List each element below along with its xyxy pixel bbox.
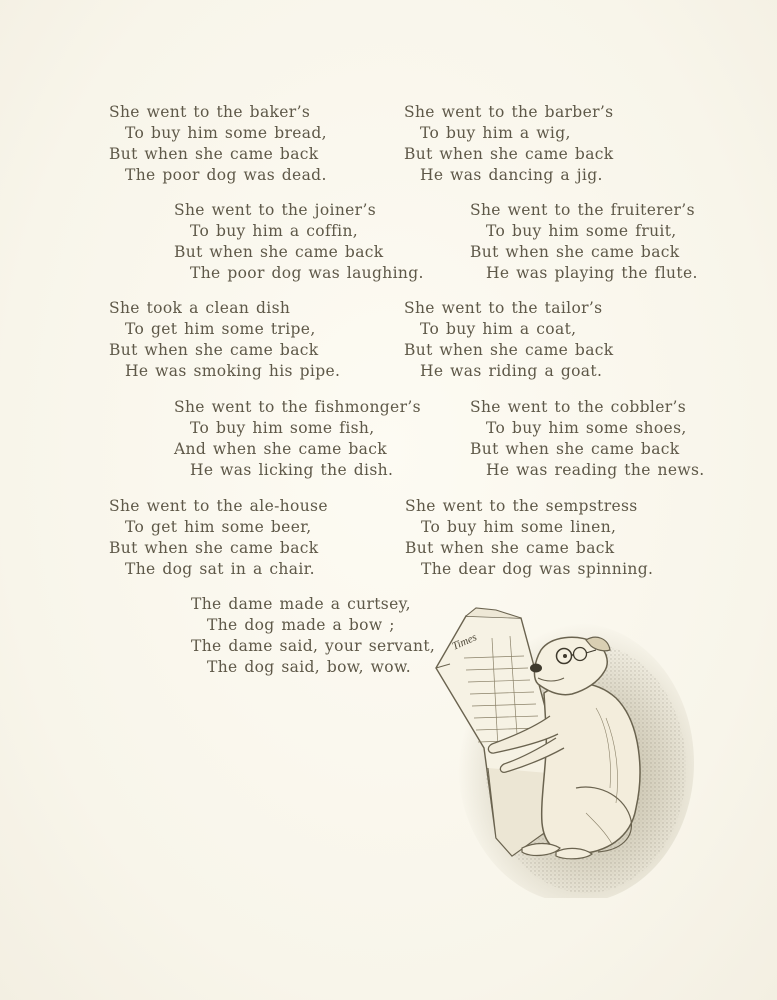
verse-line: She went to the baker’s bbox=[109, 103, 311, 121]
verse-line: He was reading the news. bbox=[486, 461, 705, 479]
verse-line: She went to the tailor’s bbox=[404, 299, 603, 317]
verse-line: He was riding a goat. bbox=[420, 362, 603, 380]
verse-line: The dog made a bow ; bbox=[207, 616, 395, 634]
verse-line: She took a clean dish bbox=[109, 299, 291, 317]
stanza-cobbler bbox=[470, 397, 705, 481]
verse-line: To buy him some fish, bbox=[190, 419, 375, 437]
verse-line: To buy him a coffin, bbox=[190, 222, 359, 240]
verse-line: To buy him some fruit, bbox=[486, 222, 677, 240]
verse-line: She went to the barber’s bbox=[404, 103, 614, 121]
verse-line: The dog sat in a chair. bbox=[125, 560, 315, 578]
newspaper-masthead: Times bbox=[450, 631, 479, 653]
stanza-baker bbox=[109, 102, 327, 186]
stanza-barber bbox=[404, 102, 614, 186]
verse-line: The dame said, your servant, bbox=[191, 637, 436, 655]
verse-line: The poor dog was dead. bbox=[125, 166, 327, 184]
stanza-sempstress bbox=[405, 496, 653, 580]
stanza-fishmonger bbox=[174, 397, 421, 481]
verse-line: She went to the sempstress bbox=[405, 497, 638, 515]
stanza-tailor bbox=[404, 298, 614, 382]
verse-line: He was dancing a jig. bbox=[420, 166, 603, 184]
stanza-fruiterer bbox=[470, 200, 698, 284]
verse-line: He was playing the flute. bbox=[486, 264, 698, 282]
verse-line: To get him some tripe, bbox=[125, 320, 316, 338]
verse-line: But when she came back bbox=[109, 539, 319, 557]
verse-line: But when she came back bbox=[470, 243, 680, 261]
stanza-dish bbox=[109, 298, 340, 382]
verse-line: She went to the joiner’s bbox=[174, 201, 377, 219]
verse-line: The dear dog was spinning. bbox=[421, 560, 654, 578]
verse-line: But when she came back bbox=[109, 145, 319, 163]
verse-line: To buy him some shoes, bbox=[486, 419, 687, 437]
verse-line: To buy him a coat, bbox=[420, 320, 577, 338]
verse-line: But when she came back bbox=[404, 145, 614, 163]
verse-line: She went to the fishmonger’s bbox=[174, 398, 421, 416]
verse-line: To buy him some bread, bbox=[125, 124, 327, 142]
stanza-joiner bbox=[174, 200, 424, 284]
verse-line: She went to the ale-house bbox=[109, 497, 328, 515]
verse-line: She went to the cobbler’s bbox=[470, 398, 687, 416]
verse-line: The poor dog was laughing. bbox=[190, 264, 424, 282]
stanza-alehouse bbox=[109, 496, 328, 580]
verse-line: He was smoking his pipe. bbox=[125, 362, 341, 380]
stanza-finale bbox=[191, 594, 435, 678]
verse-line: The dame made a curtsey, bbox=[191, 595, 411, 613]
verse-line: She went to the fruiterer’s bbox=[470, 201, 695, 219]
verse-line: To buy him a wig, bbox=[420, 124, 571, 142]
dog-reading-newspaper-illustration bbox=[426, 598, 696, 898]
verse-line: But when she came back bbox=[404, 341, 614, 359]
verse-line: The dog said, bow, wow. bbox=[207, 658, 411, 676]
verse-line: To buy him some linen, bbox=[421, 518, 617, 536]
verse-line: And when she came back bbox=[174, 440, 388, 458]
verse-line: To get him some beer, bbox=[125, 518, 312, 536]
verse-line: But when she came back bbox=[109, 341, 319, 359]
verse-line: But when she came back bbox=[174, 243, 384, 261]
verse-line: But when she came back bbox=[470, 440, 680, 458]
verse-line: But when she came back bbox=[405, 539, 615, 557]
verse-line: He was licking the dish. bbox=[190, 461, 394, 479]
